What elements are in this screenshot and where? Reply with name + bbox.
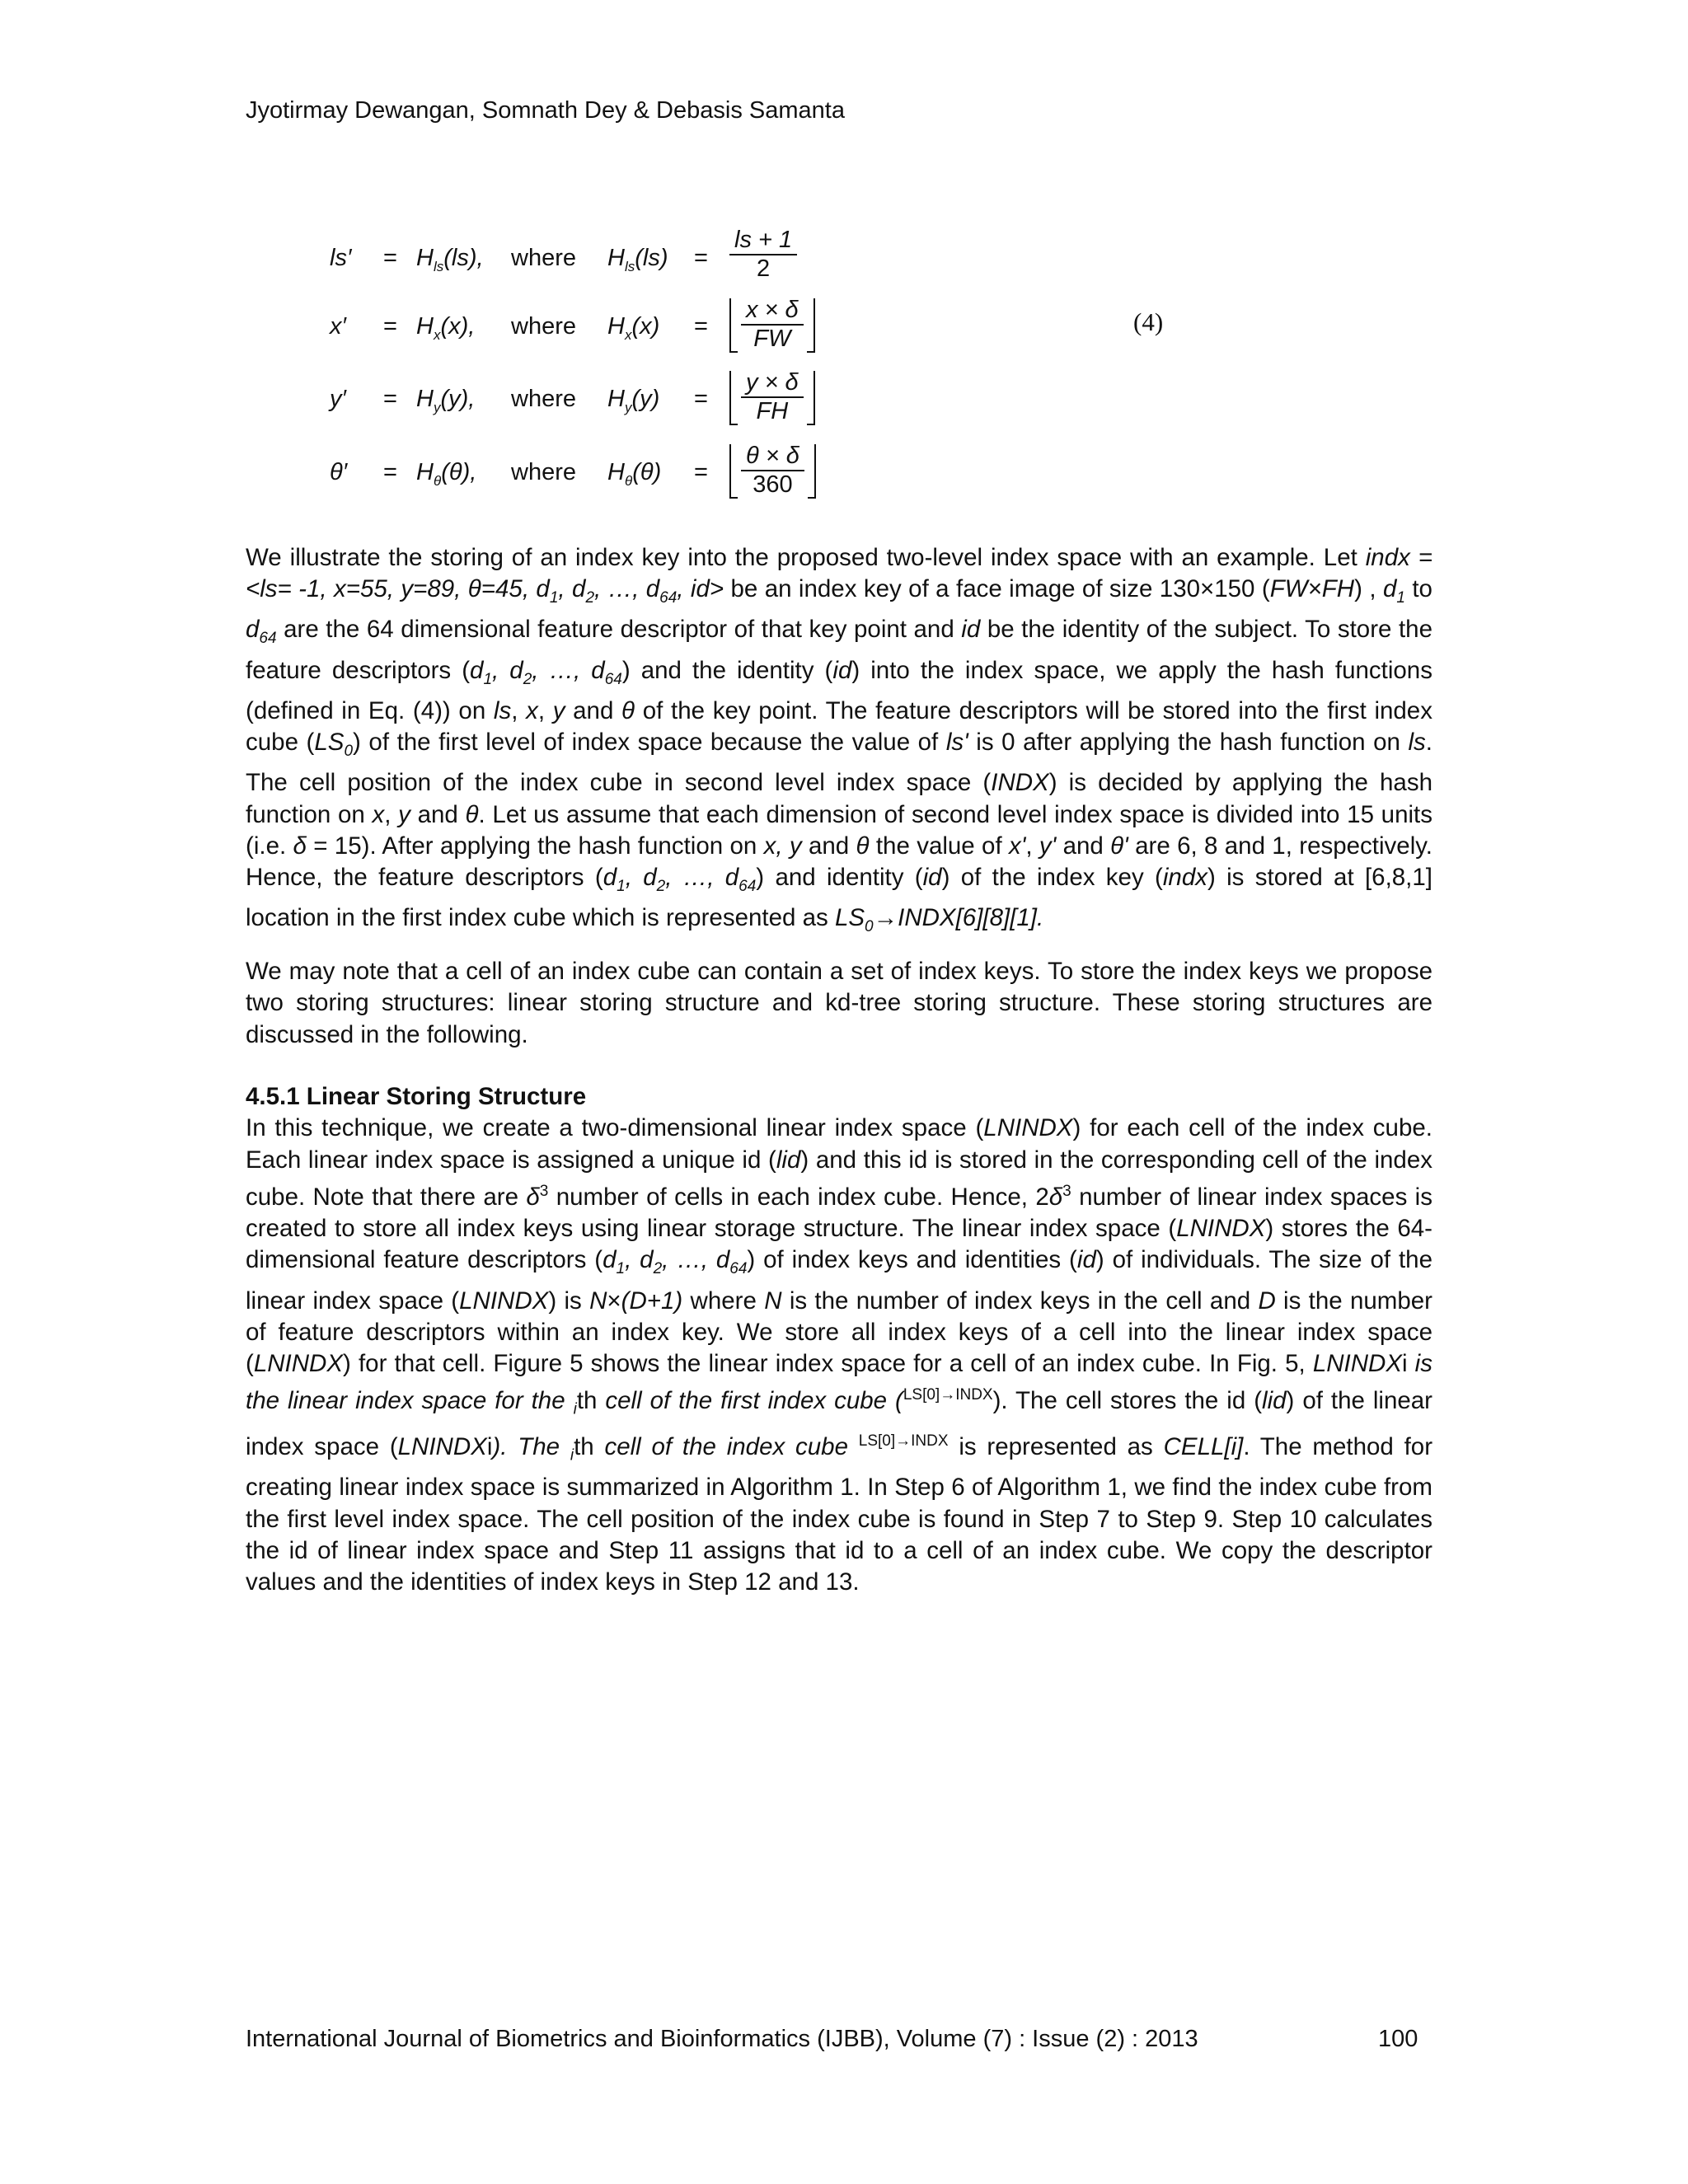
eq-where: where [511, 386, 576, 412]
eq-hash-def: $H_\theta(\theta)$ [607, 459, 662, 489]
eq-hash-fn: $H_x(x)$, [416, 313, 476, 343]
equation-row-ls [313, 227, 890, 293]
eq-floor-fraction: $\frac{y \times \delta}{FH}$ [729, 369, 815, 425]
paragraph-storing-structures: We may note that a cell of an index cube can contain a set of index keys. To store the index keys we propose two storing structures: linear storing structure and kd-tree storing structure. These storing structures are discussed in the following. [246, 958, 1432, 1048]
paragraph-example: We illustrate the storing of an index key into the proposed two-level index space with an example. Let indx = <ls= -1, x=55, y=89, θ=45, $d_1$, $d_2$, …, $d_{64}$, id> be an index key of a face image of size 130×150 (FW×FH) , $d_1$ to $d_{64}$ are the 64 dimensional feature descriptor of that key point and id be the identity of the subject. To store the feature descriptors ($d_1$, $d_2$, …, $d_{64}$) and the identity (id) into the index space, we apply the hash functions (defined in Eq. (4)) on ls, x, y and θ of the key point. The feature descriptors will be stored into the first index cube $(LS_0)$ of the first level of index space because the value of ls' is 0 after applying the hash function on ls. The cell position of the index cube in second level index space (INDX) is decided by applying the hash function on x, y and θ. Let us assume that each dimension of second level index space is divided into 15 units (i.e. δ = 15). After applying the hash function on x, y and θ the value of x', y' and θ' are 6, 8 and 1, respectively. Hence, the feature descriptors ($d_1$, $d_2$, …, $d_{64}$) and identity (id) of the index key (indx) is stored at [6,8,1] location in the first index cube which is represented as $LS_0\to INDX[6][8][1]$. [246, 544, 1432, 936]
eq-where: where [511, 313, 576, 340]
eq-hash-fn: $H_y(y)$, [416, 386, 476, 415]
equation-row-y [313, 369, 890, 435]
eq-lhs: θ′ [330, 459, 348, 485]
eq-equals: = [383, 459, 397, 485]
page-number: 100 [1378, 2026, 1418, 2052]
eq-equals: = [694, 245, 708, 271]
equation-4 [313, 218, 1467, 515]
running-footer-journal: International Journal of Biometrics and Bioinformatics (IJBB), Volume (7) : Issue (2) : 2013 [246, 2026, 1198, 2052]
eq-fraction: $\frac{ls + 1}{2}$ [729, 227, 797, 283]
eq-equals: = [383, 245, 397, 271]
eq-lhs: y′ [330, 386, 346, 412]
eq-where: where [511, 459, 576, 485]
eq-equals: = [694, 386, 708, 412]
eq-equals: = [694, 459, 708, 485]
eq-where: where [511, 245, 576, 271]
eq-hash-fn: $H_\theta(\theta)$, [416, 459, 477, 489]
equation-row-theta [313, 443, 890, 509]
eq-floor-fraction: $\frac{x \times \delta}{FW}$ [729, 297, 815, 353]
eq-equals: = [694, 313, 708, 340]
eq-hash-def: $H_y(y)$ [607, 386, 660, 415]
section-heading: 4.5.1 Linear Storing Structure [246, 1083, 587, 1110]
eq-hash-fn: $H_{ls}(ls)$, [416, 245, 484, 274]
section-linear-storing-structure: 4.5.1 Linear Storing Structure In this technique, we create a two-dimensional linear index space (LNINDX) for each cell of the index cube. Each linear index space is assigned a unique id (lid) and this id is stored in the corresponding cell of the index cube. Note that there are $\delta^3$ number of cells in each index cube. Hence, $2\delta^3$ number of linear index spaces is created to store all index keys using linear storage structure. The linear index space (LNINDX) stores the 64-dimensional feature descriptors ($d_1$, $d_2$, …, $d_{64}$) of index keys and identities (id) of individuals. The size of the linear index space (LNINDX) is N×(D+1) where N is the number of index keys in the cell and D is the number of feature descriptors within an index key. We store all index keys of a cell into the linear index space (LNINDX) for that cell. Figure 5 shows the linear index space for a cell of an index cube. In Fig. 5, LNINDXi is the linear index space for the $_i$th cell of the first index cube ($^{LS[0]\to INDX}$). The cell stores the id (lid) of the linear index space (LNINDXi). The $_i$th cell of the index cube $^{LS[0]\to INDX}$ is represented as CELL[i]. The method for creating linear index space is summarized in Algorithm 1. In Step 6 of Algorithm 1, we find the index cube from the first level index space. The cell position of the index cube is found in Step 7 to Step 9. Step 10 calculates the id of linear index space and Step 11 assigns that id to a cell of an index cube. We copy the descriptor values and the identities of index keys in Step 12 and 13. [246, 1083, 1433, 1596]
eq-floor-fraction: $\frac{\theta \times \delta}{360}$ [729, 443, 816, 499]
eq-equals: = [383, 313, 397, 340]
eq-hash-def: $H_x(x)$ [607, 313, 660, 343]
eq-lhs: x′ [330, 313, 346, 340]
running-header: Jyotirmay Dewangan, Somnath Dey & Debasis Samanta [246, 97, 845, 124]
eq-lhs: ls′ [330, 245, 352, 271]
eq-hash-def: $H_{ls}(ls)$ [607, 245, 668, 274]
equation-number: (4) [1133, 307, 1164, 336]
equation-row-x [313, 297, 890, 363]
eq-equals: = [383, 386, 397, 412]
